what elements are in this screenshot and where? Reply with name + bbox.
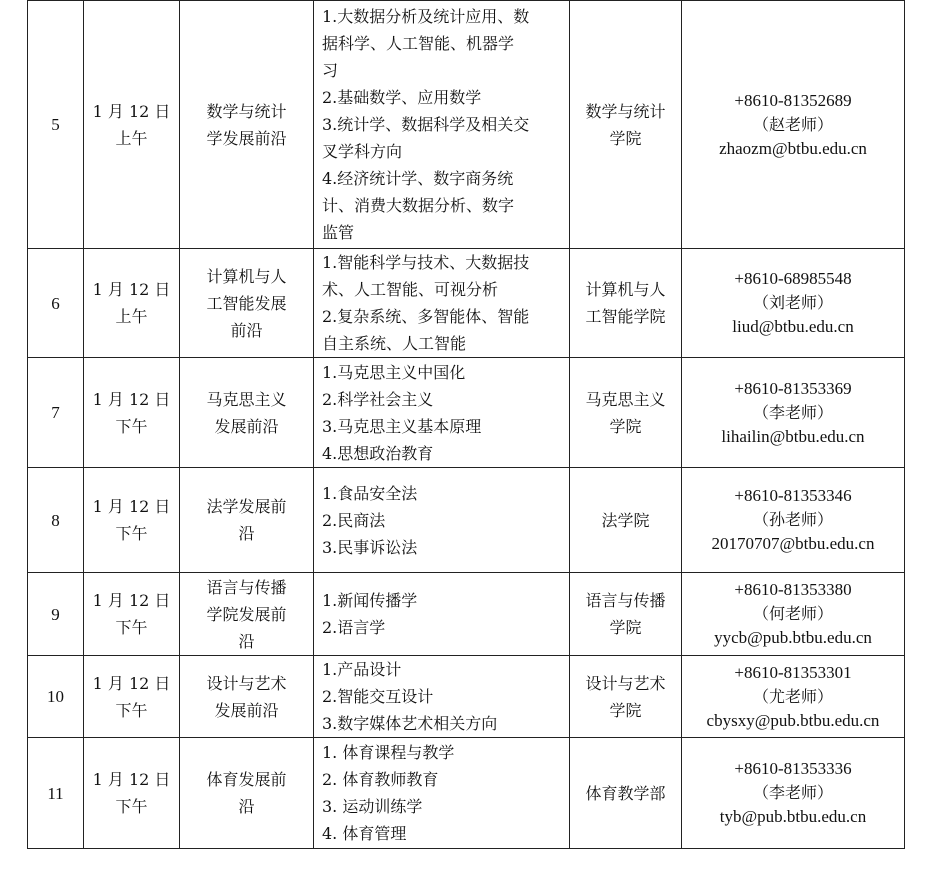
forum-topic xyxy=(180,573,314,656)
research-directions xyxy=(314,358,570,468)
host-school-line: 学院 xyxy=(609,128,642,148)
research-directions-line: 4. 体育管理 xyxy=(322,824,407,843)
contact-info xyxy=(682,573,905,656)
row-number: 11 xyxy=(28,738,84,849)
contact-email[interactable]: liud@btbu.edu.cn xyxy=(732,317,854,336)
session-date-line: 1 月 12 日 xyxy=(92,673,171,693)
research-directions-line: 习 xyxy=(322,61,339,80)
research-directions-line: 3.数字媒体艺术相关方向 xyxy=(322,714,498,733)
contact-phone: +8610-81353380 xyxy=(734,580,852,599)
contact-email[interactable]: yycb@pub.btbu.edu.cn xyxy=(714,628,872,647)
contact-phone: +8610-68985548 xyxy=(734,269,852,288)
host-school-line: 学院 xyxy=(609,700,642,720)
contact-phone: +8610-81352689 xyxy=(734,90,852,110)
contact-teacher: （刘老师） xyxy=(752,293,833,312)
host-school xyxy=(570,656,682,738)
research-directions-line: 计、消费大数据分析、数字 xyxy=(322,196,515,215)
forum-topic-line: 发展前沿 xyxy=(214,416,279,436)
session-date xyxy=(84,1,180,249)
contact-teacher: （李老师） xyxy=(752,783,833,802)
forum-topic-line: 工智能发展 xyxy=(206,293,287,313)
contact-phone: +8610-81353346 xyxy=(734,486,852,505)
research-directions-line: 2.民商法 xyxy=(322,510,386,530)
forum-topic xyxy=(180,1,314,249)
research-directions-line: 3.民事诉讼法 xyxy=(322,537,418,557)
session-date-line: 下午 xyxy=(115,700,148,720)
forum-topic-line: 设计与艺术 xyxy=(206,673,287,693)
research-directions xyxy=(314,1,570,249)
forum-topic xyxy=(180,468,314,573)
contact-phone: +8610-81353336 xyxy=(734,759,852,778)
contact-info xyxy=(682,738,905,849)
research-directions-line: 自主系统、人工智能 xyxy=(322,334,467,353)
contact-teacher: （尤老师） xyxy=(752,686,833,706)
forum-topic xyxy=(180,358,314,468)
research-directions-line: 1.产品设计 xyxy=(322,660,402,679)
research-directions-line: 4.经济统计学、数字商务统 xyxy=(322,169,514,188)
contact-email[interactable]: tyb@pub.btbu.edu.cn xyxy=(719,807,867,826)
session-date-line: 1 月 12 日 xyxy=(92,101,171,121)
research-directions-line: 据科学、人工智能、机器学 xyxy=(322,34,515,53)
host-school-line: 工智能学院 xyxy=(585,307,666,326)
host-school-line: 数学与统计 xyxy=(585,101,666,121)
session-date-line: 上午 xyxy=(115,128,148,148)
research-directions xyxy=(314,249,570,358)
research-directions-line: 2.科学社会主义 xyxy=(322,389,434,409)
session-date-line: 1 月 12 日 xyxy=(92,280,171,299)
research-directions-line: 监管 xyxy=(322,223,355,242)
contact-email[interactable]: zhaozm@btbu.edu.cn xyxy=(719,138,867,158)
contact-info xyxy=(682,656,905,738)
host-school-line: 学院 xyxy=(609,416,642,436)
research-directions-line: 2. 体育教师教育 xyxy=(322,770,439,789)
session-date xyxy=(84,656,180,738)
schedule-table-body xyxy=(28,1,905,849)
session-date-line: 下午 xyxy=(115,416,148,436)
research-directions-line: 1. 体育课程与教学 xyxy=(322,743,455,762)
forum-topic xyxy=(180,738,314,849)
row-number: 8 xyxy=(28,468,84,573)
research-directions-line: 1.食品安全法 xyxy=(322,483,418,503)
host-school xyxy=(570,468,682,573)
session-date xyxy=(84,249,180,358)
forum-topic xyxy=(180,656,314,738)
research-directions-line: 2.复杂系统、多智能体、智能 xyxy=(322,307,530,326)
contact-email[interactable]: cbysxy@pub.btbu.edu.cn xyxy=(706,710,880,730)
contact-teacher: （孙老师） xyxy=(752,510,833,529)
research-directions xyxy=(314,468,570,573)
forum-topic-line: 发展前沿 xyxy=(214,700,279,720)
contact-info xyxy=(682,358,905,468)
research-directions-line: 1.新闻传播学 xyxy=(322,591,418,610)
forum-topic-line: 计算机与人 xyxy=(206,266,287,286)
host-school-line: 设计与艺术 xyxy=(585,673,666,693)
research-directions-line: 2.智能交互设计 xyxy=(322,687,434,706)
host-school-line: 法学院 xyxy=(601,510,650,530)
research-directions xyxy=(314,573,570,656)
contact-info xyxy=(682,1,905,249)
table-row xyxy=(28,468,905,573)
table-row xyxy=(28,656,905,738)
host-school-line: 学院 xyxy=(609,618,642,637)
table-row xyxy=(28,1,905,249)
host-school xyxy=(570,1,682,249)
research-directions-line: 2.语言学 xyxy=(322,618,386,637)
host-school-line: 体育教学部 xyxy=(585,783,666,803)
research-directions xyxy=(314,656,570,738)
session-date xyxy=(84,738,180,849)
research-directions-line: 1.智能科学与技术、大数据技 xyxy=(322,253,530,272)
research-directions-line: 3.马克思主义基本原理 xyxy=(322,416,482,436)
research-directions xyxy=(314,738,570,849)
forum-topic-line: 沿 xyxy=(238,631,255,651)
contact-teacher: （赵老师） xyxy=(752,114,833,134)
host-school-line: 马克思主义 xyxy=(585,389,666,409)
forum-topic-line: 语言与传播 xyxy=(206,577,287,597)
forum-topic-line: 沿 xyxy=(238,797,255,816)
host-school-line: 语言与传播 xyxy=(585,591,666,610)
host-school-line: 计算机与人 xyxy=(585,280,666,299)
session-date-line: 下午 xyxy=(115,797,148,816)
contact-phone: +8610-81353301 xyxy=(734,662,852,682)
row-number: 5 xyxy=(28,1,84,249)
session-date-line: 1 月 12 日 xyxy=(92,770,171,789)
forum-topic-line: 前沿 xyxy=(230,320,263,340)
row-number: 6 xyxy=(28,249,84,358)
forum-topic-line: 学院发展前 xyxy=(206,604,287,624)
research-directions-line: 3. 运动训练学 xyxy=(322,797,423,816)
research-directions-line: 1.大数据分析及统计应用、数 xyxy=(322,7,530,26)
table-row xyxy=(28,573,905,656)
table-row xyxy=(28,358,905,468)
contact-phone: +8610-81353369 xyxy=(734,378,852,398)
forum-topic-line: 马克思主义 xyxy=(206,389,287,409)
session-date xyxy=(84,358,180,468)
research-directions-line: 2.基础数学、应用数学 xyxy=(322,88,482,107)
contact-email[interactable]: 20170707@btbu.edu.cn xyxy=(711,534,875,553)
table-row xyxy=(28,249,905,358)
host-school xyxy=(570,573,682,656)
session-date xyxy=(84,468,180,573)
research-directions-line: 4.思想政治教育 xyxy=(322,443,434,463)
session-date-line: 下午 xyxy=(115,618,148,637)
forum-topic-line: 数学与统计 xyxy=(206,101,287,121)
contact-email[interactable]: lihailin@btbu.edu.cn xyxy=(721,426,865,446)
forum-topic xyxy=(180,249,314,358)
row-number: 10 xyxy=(28,656,84,738)
contact-teacher: （何老师） xyxy=(752,604,833,623)
research-directions-line: 1.马克思主义中国化 xyxy=(322,362,466,382)
contact-teacher: （李老师） xyxy=(752,402,833,422)
host-school xyxy=(570,249,682,358)
research-directions-line: 术、人工智能、可视分析 xyxy=(322,280,499,299)
forum-topic-line: 法学发展前 xyxy=(206,497,287,516)
session-date-line: 1 月 12 日 xyxy=(92,591,171,610)
host-school xyxy=(570,738,682,849)
session-date-line: 下午 xyxy=(115,524,148,543)
session-date xyxy=(84,573,180,656)
contact-info xyxy=(682,468,905,573)
session-date-line: 1 月 12 日 xyxy=(92,497,171,516)
row-number: 9 xyxy=(28,573,84,656)
session-date-line: 1 月 12 日 xyxy=(92,389,171,409)
contact-info xyxy=(682,249,905,358)
forum-topic-line: 学发展前沿 xyxy=(206,128,287,148)
session-date-line: 上午 xyxy=(115,307,148,326)
forum-topic-line: 沿 xyxy=(238,524,255,543)
row-number: 7 xyxy=(28,358,84,468)
research-directions-line: 叉学科方向 xyxy=(322,142,403,161)
host-school xyxy=(570,358,682,468)
research-directions-line: 3.统计学、数据科学及相关交 xyxy=(322,115,530,134)
table-row xyxy=(28,738,905,849)
forum-topic-line: 体育发展前 xyxy=(206,770,287,789)
schedule-table xyxy=(27,0,905,849)
